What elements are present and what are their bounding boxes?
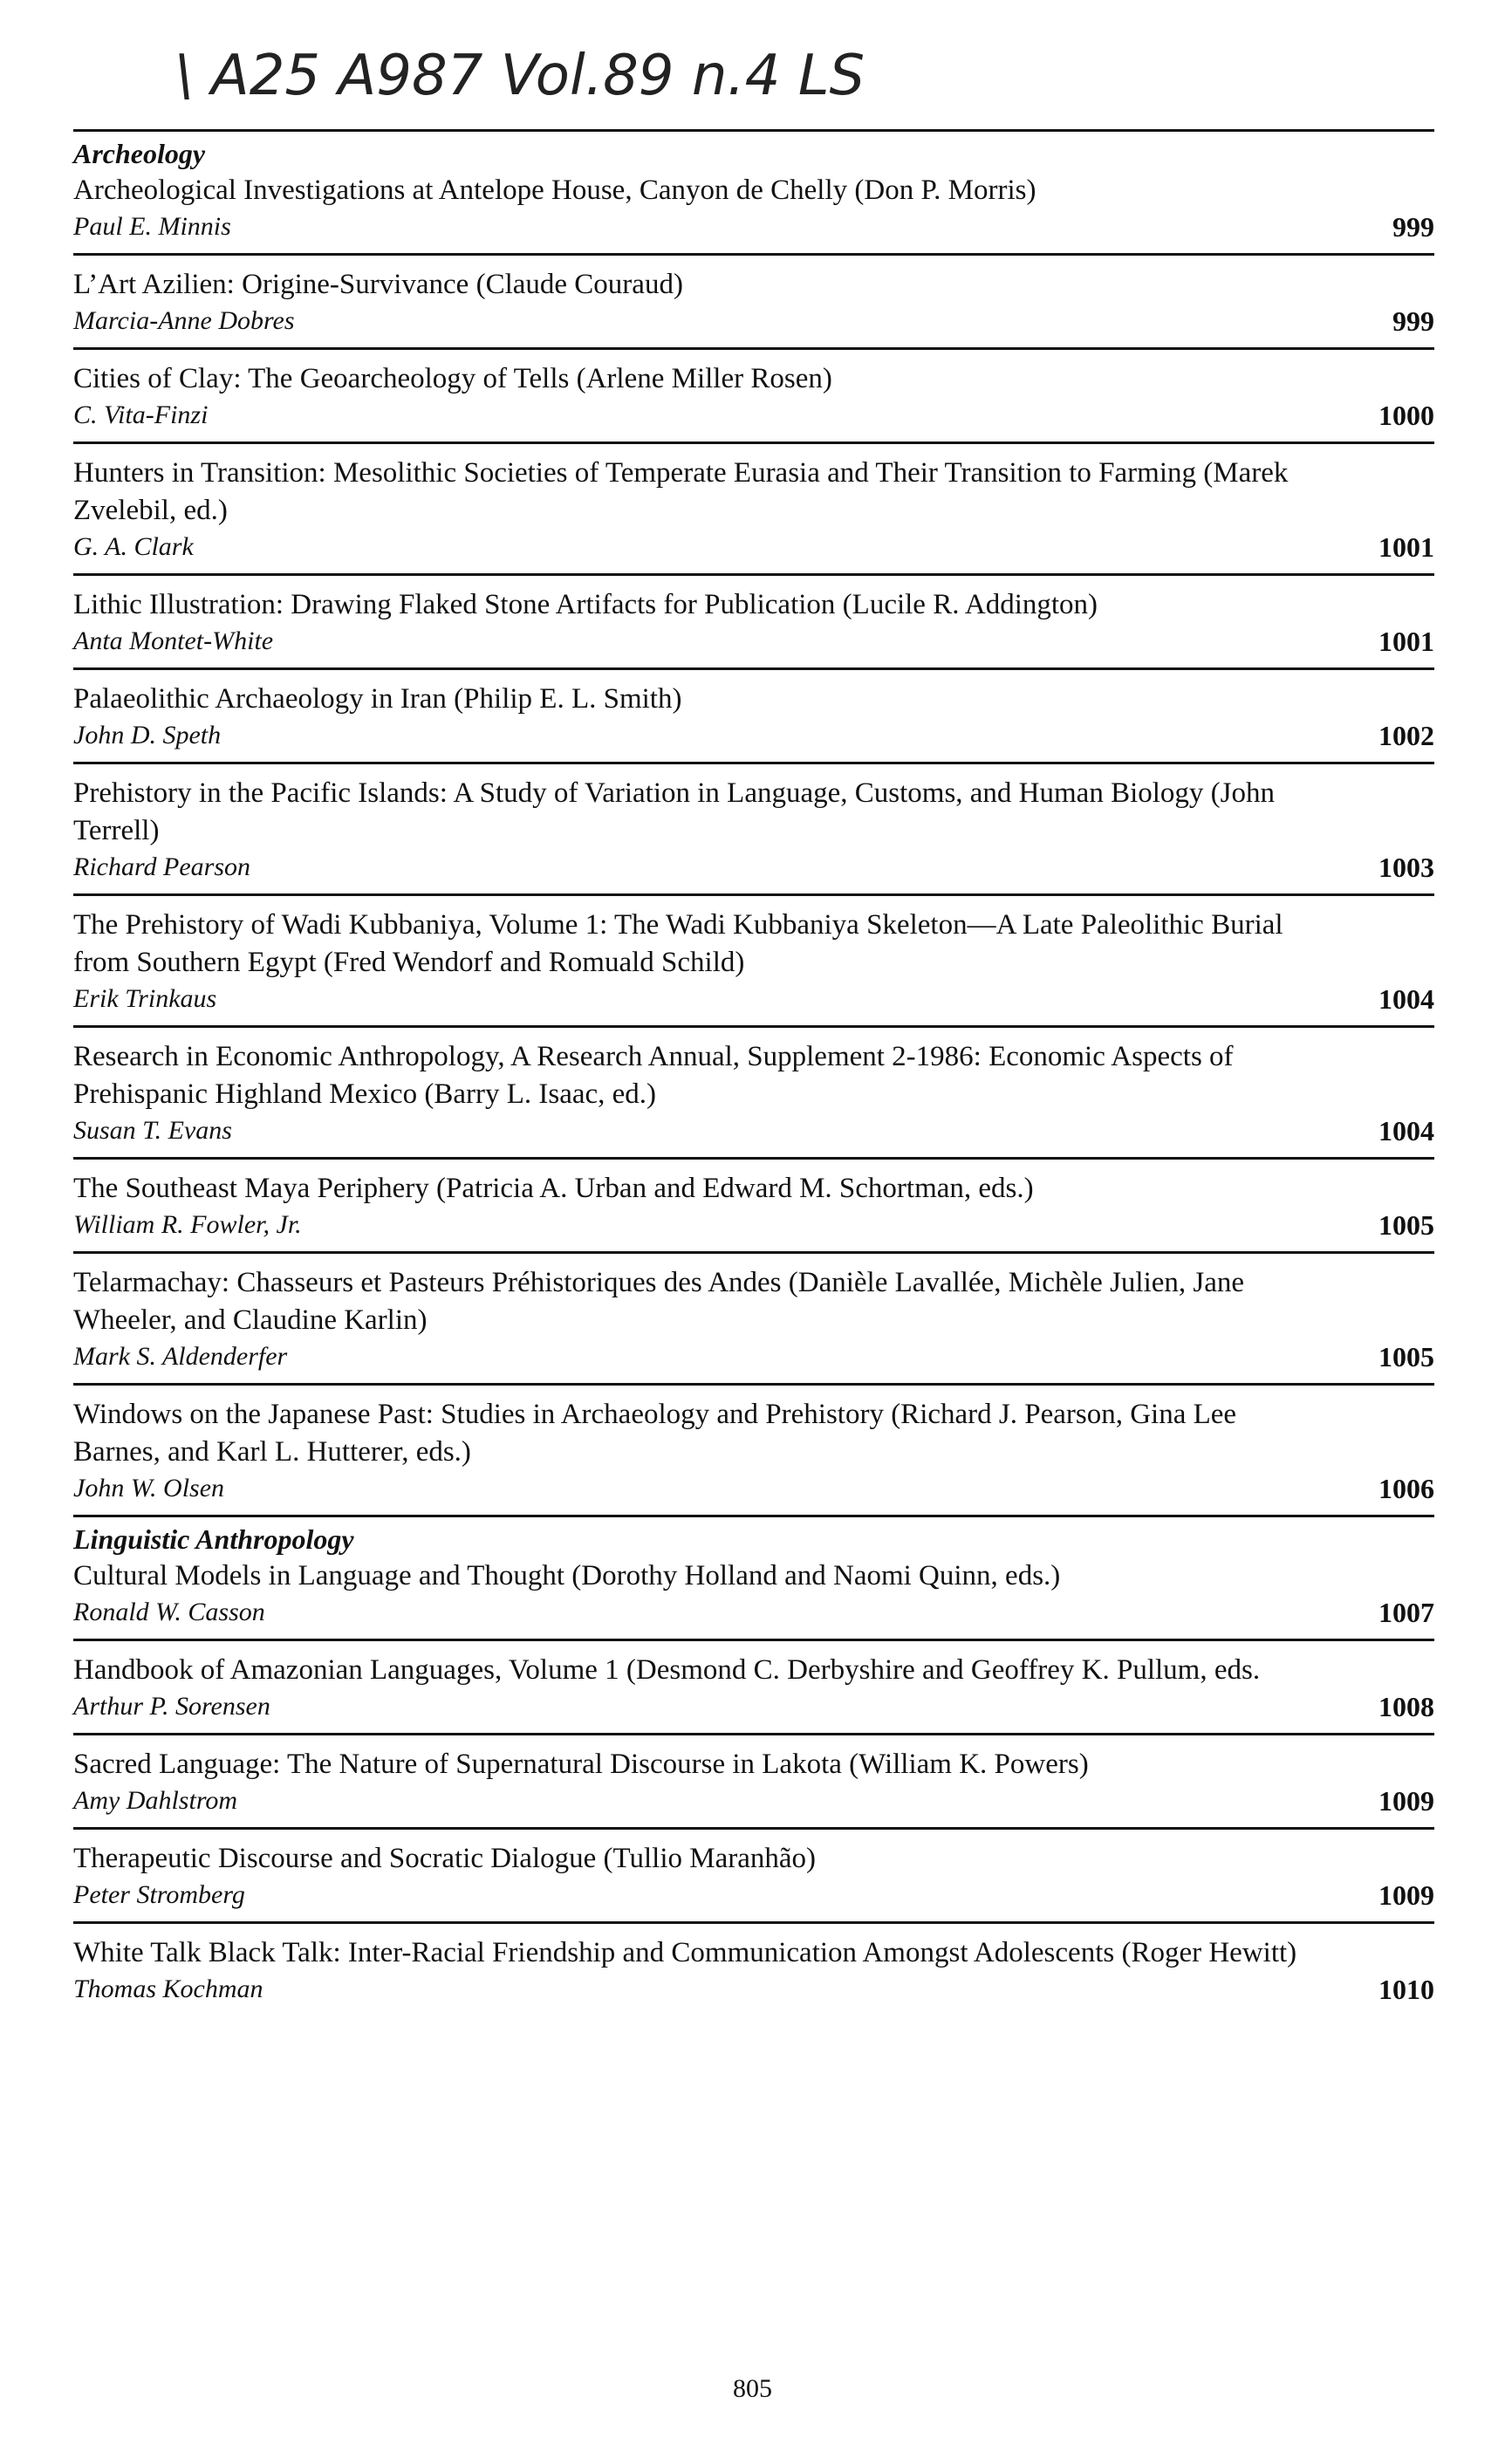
handwritten-call-number	[174, 24, 1413, 120]
list-item	[73, 1251, 1434, 1383]
list-item	[73, 573, 1434, 667]
reviewer-name: Richard Pearson	[73, 852, 251, 881]
page-number: 805	[733, 2374, 772, 2403]
entry-page-number: 1009	[1378, 1879, 1434, 1911]
reviewer-name: John W. Olsen	[73, 1474, 225, 1502]
book-title: Prehistory in the Pacific Islands: A Study of Variation in Language, Customs, and Human Biology (John Terrell)	[73, 777, 1276, 846]
book-title: Windows on the Japanese Past: Studies in Archaeology and Prehistory (Richard J. Pearson, Gina Lee Barnes, and Karl L. Hutterer, eds.)	[73, 1399, 1237, 1468]
reviewer-name: Thomas Kochman	[73, 1975, 263, 2003]
list-item	[73, 253, 1434, 347]
entry-page-number: 1005	[1378, 1341, 1434, 1372]
entry-page-number: 1003	[1378, 852, 1434, 883]
book-title: Cultural Models in Language and Thought (Dorothy Holland and Naomi Quinn, eds.)	[73, 1560, 1061, 1591]
book-title: White Talk Black Talk: Inter-Racial Friendship and Communication Amongst Adolescents (Roger Hewitt)	[73, 1937, 1297, 1968]
book-title: Therapeutic Discourse and Socratic Dialogue (Tullio Maranhão)	[73, 1843, 817, 1874]
list-item	[73, 172, 1434, 253]
reviewer-name: C. Vita-Finzi	[73, 400, 209, 429]
entry-page-number: 1010	[1378, 1974, 1434, 2005]
book-title: Research in Economic Anthropology, A Research Annual, Supplement 2-1986: Economic Aspects of Prehispanic Highland Mexico (Barry L. Isaac, ed.)	[73, 1041, 1234, 1110]
entry-page-number: 1002	[1378, 720, 1434, 751]
entry-page-number: 1001	[1378, 626, 1434, 657]
book-title: Sacred Language: The Nature of Supernatural Discourse in Lakota (William K. Powers)	[73, 1749, 1089, 1780]
book-title: L’Art Azilien: Origine-Survivance (Claude Couraud)	[73, 269, 683, 300]
reviewer-name: Anta Montet-White	[73, 626, 274, 655]
book-title: Archeological Investigations at Antelope House, Canyon de Chelly (Don P. Morris)	[73, 175, 1036, 206]
book-title: Palaeolithic Archaeology in Iran (Philip E. L. Smith)	[73, 683, 682, 715]
table-of-contents	[73, 129, 1434, 2016]
list-item	[73, 1921, 1434, 2016]
entry-page-number: 1006	[1378, 1473, 1434, 1504]
list-item	[73, 1733, 1434, 1827]
list-item	[73, 1025, 1434, 1157]
book-title: The Southeast Maya Periphery (Patricia A. Urban and Edward M. Schortman, eds.)	[73, 1173, 1034, 1204]
book-title: Cities of Clay: The Geoarcheology of Tells (Arlene Miller Rosen)	[73, 363, 832, 394]
section-linguistic-anthropology	[73, 1515, 1434, 2016]
list-item	[73, 441, 1434, 573]
entry-page-number: 999	[1392, 305, 1434, 337]
reviewer-name: John D. Speth	[73, 721, 222, 749]
list-item	[73, 1383, 1434, 1515]
entry-page-number: 1004	[1378, 1115, 1434, 1146]
book-title: Telarmachay: Chasseurs et Pasteurs Préhistoriques des Andes (Danièle Lavallée, Michèle Julien, Jane Wheeler, and Claudine Karlin)	[73, 1267, 1245, 1336]
book-title: Handbook of Amazonian Languages, Volume 1 (Desmond C. Derbyshire and Geoffrey K. Pullum, eds.	[73, 1654, 1261, 1686]
list-item	[73, 762, 1434, 893]
entry-page-number: 1007	[1378, 1597, 1434, 1628]
list-item	[73, 1827, 1434, 1921]
reviewer-name: Marcia-Anne Dobres	[73, 306, 295, 335]
list-item	[73, 893, 1434, 1025]
reviewer-name: Susan T. Evans	[73, 1116, 232, 1145]
list-item	[73, 1639, 1434, 1733]
section-archeology	[73, 129, 1434, 1515]
reviewer-name: Peter Stromberg	[73, 1880, 245, 1909]
reviewer-name: G. A. Clark	[73, 532, 194, 561]
book-title: The Prehistory of Wadi Kubbaniya, Volume 1: The Wadi Kubbaniya Skeleton—A Late Paleolithic Burial from Southern Egypt (Fred Wendorf and Romuald Schild)	[73, 909, 1283, 978]
sections-container	[73, 129, 1434, 2016]
entry-page-number: 1004	[1378, 983, 1434, 1015]
entry-page-number: 1001	[1378, 531, 1434, 563]
entry-page-number: 1009	[1378, 1785, 1434, 1817]
entry-page-number: 1008	[1378, 1691, 1434, 1722]
reviewer-name: Erik Trinkaus	[73, 984, 217, 1013]
book-title: Hunters in Transition: Mesolithic Societies of Temperate Eurasia and Their Transition to Farming (Marek Zvelebil, ed.)	[73, 457, 1289, 526]
reviewer-name: Arthur P. Sorensen	[73, 1692, 270, 1721]
reviewer-name: Ronald W. Casson	[73, 1598, 265, 1626]
reviewer-name: Amy Dahlstrom	[73, 1786, 238, 1815]
list-item	[73, 667, 1434, 762]
list-item	[73, 1157, 1434, 1251]
section-title: Archeology	[73, 138, 206, 169]
reviewer-name: Mark S. Aldenderfer	[73, 1342, 288, 1371]
handwritten-call-number-text: \ A25 A987 Vol.89 n.4 LS	[174, 44, 865, 108]
entry-page-number: 999	[1392, 211, 1434, 243]
book-title: Lithic Illustration: Drawing Flaked Stone Artifacts for Publication (Lucile R. Addington)	[73, 589, 1098, 620]
entry-page-number: 1005	[1378, 1209, 1434, 1241]
entry-page-number: 1000	[1378, 400, 1434, 431]
section-title: Linguistic Anthropology	[73, 1523, 354, 1555]
list-item	[73, 347, 1434, 441]
reviewer-name: William R. Fowler, Jr.	[73, 1210, 302, 1239]
reviewer-name: Paul E. Minnis	[73, 212, 231, 241]
list-item	[73, 1557, 1434, 1639]
